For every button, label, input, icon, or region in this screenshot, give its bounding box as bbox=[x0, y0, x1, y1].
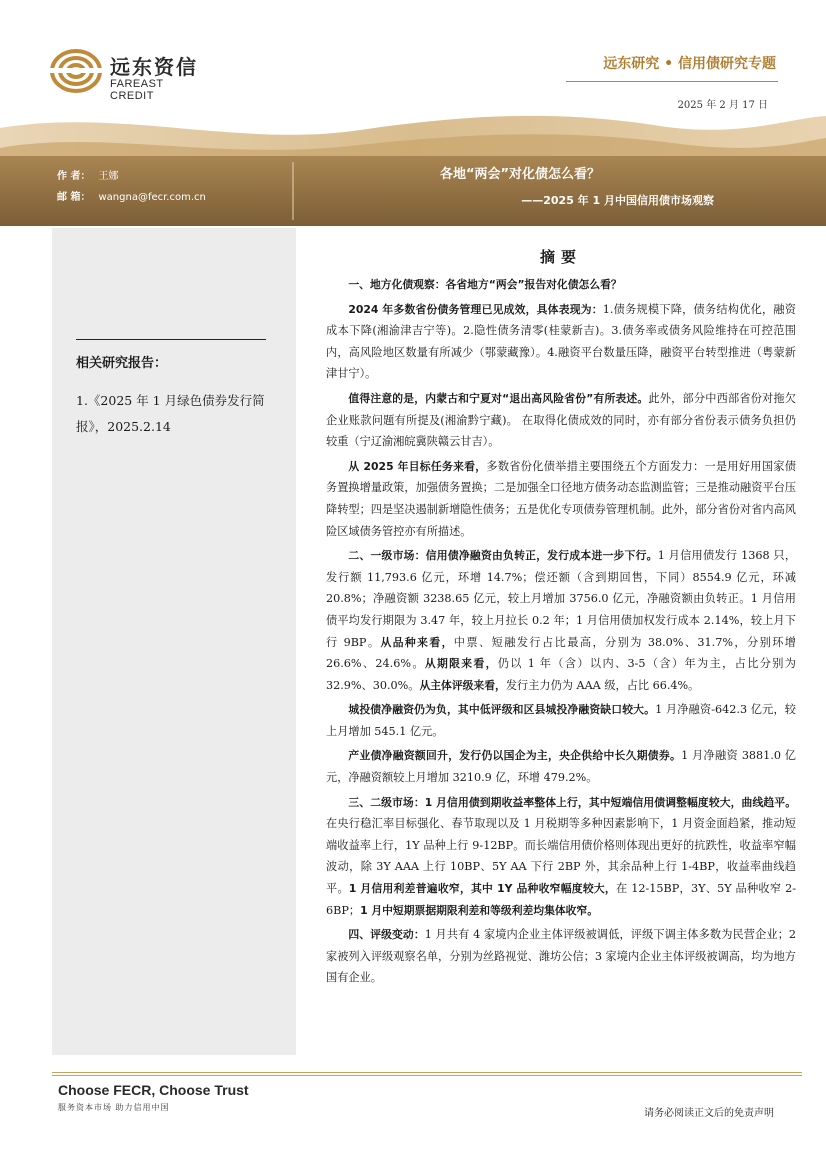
paragraph: 从 2025 年目标任务来看，多数省份化债举措主要围绕五个方面发力：一是用好用国家债务置换增量政策，加强债务置换；二是加强全口径地方债务动态监测监管；三是推动融资平台压降转型；四是坚决遏制新增隐性债务；五是优化专项债券管理机制。此外，部分省份对省内高风险区域债务管控亦有所描述。 bbox=[326, 459, 796, 538]
author-label: 作 者： bbox=[57, 171, 91, 182]
footer-slogan-sub: 服务资本市场 助力信用中国 bbox=[58, 1103, 170, 1112]
paragraph: 二、一级市场：信用债净融资由负转正，发行成本进一步下行。1 月信用债发行 1368 只，发行额 11,793.6 亿元，环增 14.7%；偿还额（含到期回售，下同）8554.9 亿元，环减 20.8%；净融资额 3238.65 亿元，较上月增加 3756.0 亿元，净融资额由负转正。1 月信用债平均发行期限为 3.47 年，较上月拉长 0.2 年；1 月信用债加权发行成本 2.14%，较上月下行 9BP。从品种来看，中票、短融发行占比最高，分别为 38.0%、31.7%，分别环增 26.6%、24.6%。从期限来看，仍以 1 年（含）以内、3-5（含）年为主，占比分别为 32.9%、30.0%。从主体评级来看，发行主力仍为 AAA 级，占比 66.4%。 bbox=[326, 549, 797, 692]
paragraph: 2024 年多数省份债务管理已见成效，具体表现为：1.债务规模下降，债务结构优化，融资成本下降(湘渝津吉宁等)。2.隐性债务清零(桂蒙新吉)。3.债务率或债务风险维持在可控范围内，高风险地区数量有所减少（鄂蒙藏豫）。4.融资平台数量压降，融资平台转型推进（粤蒙新津甘宁）。 bbox=[326, 302, 796, 381]
paragraph: 四、评级变动：1 月共有 4 家境内企业主体评级被调低，评级下调主体多数为民营企业；2 家被列入评级观察名单，分别为丝路视觉、潍坊公信；3 家境内企业主体评级被调高，均为地方国有企业。 bbox=[326, 928, 797, 985]
author-email[interactable]: wangna@fecr.com.cn bbox=[98, 192, 206, 203]
company-logo bbox=[50, 48, 210, 102]
author-line bbox=[57, 167, 118, 182]
related-reports-title: 相关研究报告： bbox=[76, 356, 168, 371]
email-line bbox=[57, 188, 206, 203]
related-divider bbox=[76, 339, 266, 340]
paragraph: 城投债净融资仍为负，其中低评级和区县城投净融资缺口较大。1 月净融资-642.3 亿元，较上月增加 545.1 亿元。 bbox=[326, 703, 796, 738]
report-date: 2025 年 2 月 17 日 bbox=[677, 100, 768, 111]
summary-title: 摘要 bbox=[539, 248, 582, 266]
logo-name-en: FAREAST CREDIT bbox=[110, 78, 164, 102]
summary-body bbox=[326, 274, 796, 992]
footer-divider bbox=[52, 1072, 802, 1073]
header-divider bbox=[566, 81, 778, 82]
author-name: 王娜 bbox=[98, 171, 119, 182]
paragraph: 三、二级市场：1 月信用债到期收益率整体上行，其中短端信用债调整幅度较大，曲线趋平。在央行稳汇率目标强化、春节取现以及 1 月税期等多种因素影响下，1 月资金面趋紧，推动短端收益率上行，1Y 品种上行 9-12BP。而长端信用债价格则体现出更好的抗跌性，收益率窄幅波动，除 3Y AAA 上行 10BP、5Y AA 下行 2BP 外，其余品种上行 1-4BP，收益率曲线趋平。1 月信用利差普遍收窄，其中 1Y 品种收窄幅度较大，在 12-15BP，3Y、5Y 品种收窄 2-6BP；1 月中短期票据期限利差和等级利差均集体收窄。 bbox=[326, 795, 797, 917]
logo-swirl-icon bbox=[50, 48, 102, 94]
footer-slogan: Choose FECR, Choose Trust bbox=[58, 1082, 249, 1098]
logo-name-cn: 远东资信 bbox=[110, 55, 198, 79]
related-report-item[interactable]: 1.《2025 年 1 月绿色债券发行简报》，2025.2.14 bbox=[76, 393, 265, 434]
paragraph: 产业债净融资额回升，发行仍以国企为主，央企供给中长久期债券。1 月净融资 3881.0 亿元，净融资额较上月增加 3210.9 亿，环增 479.2%。 bbox=[326, 749, 796, 785]
series-title: 远东研究 • 信用债研究专题 bbox=[603, 56, 776, 72]
report-title: 各地“两会”对化债怎么看？ bbox=[439, 167, 601, 182]
footer-disclaimer: 请务必阅读正文后的免责声明 bbox=[644, 1108, 774, 1119]
footer-divider-secondary bbox=[52, 1075, 802, 1076]
report-subtitle: ——2025 年 1 月中国信用债市场观察 bbox=[521, 194, 714, 207]
paragraph: 值得注意的是，内蒙古和宁夏对“退出高风险省份”有所表述。此外，部分中西部省份对拖欠企业账款问题有所提及(湘渝黔宁藏)。 在取得化债成效的同时，亦有部分省份表示债务负担仍较重（宁辽渝湘皖冀陕赣云甘吉）。 bbox=[326, 391, 796, 449]
email-label: 邮 箱： bbox=[57, 192, 91, 203]
section-heading: 一、地方化债观察：各省地方“两会”报告对化债怎么看？ bbox=[348, 278, 622, 291]
